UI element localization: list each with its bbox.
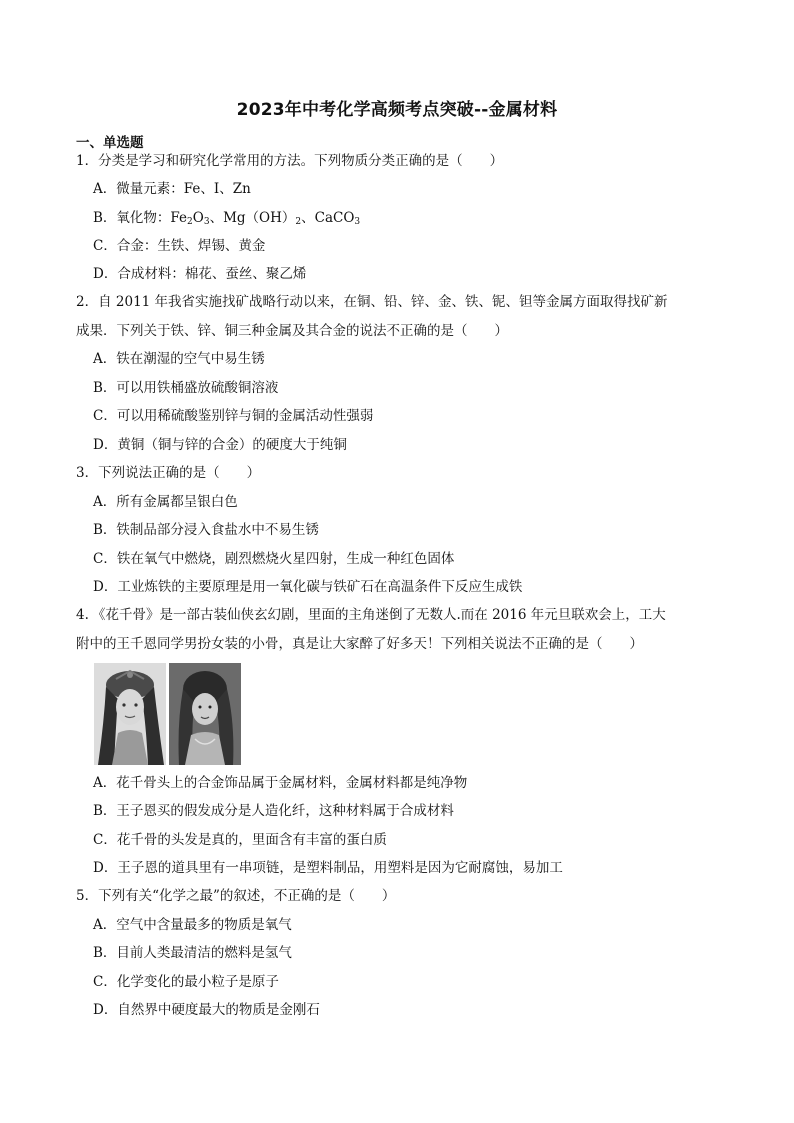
question-number: 2． [76, 294, 99, 310]
question-text: 分类是学习和研究化学常用的方法。下列物质分类正确的是（ ） [98, 153, 504, 169]
option-text: 可以用铁桶盛放硫酸铜溶液 [116, 380, 279, 396]
option-text: 所有金属都呈银白色 [116, 494, 238, 510]
subscript: 2 [295, 217, 302, 227]
question-3-option-b [93, 521, 319, 539]
option-text: 王子恩的道具里有一串项链，是塑料制品，用塑料是因为它耐腐蚀，易加工 [117, 860, 563, 876]
subscript: 2 [187, 217, 193, 227]
option-label: B． [93, 522, 117, 538]
question-2-stem [76, 293, 668, 311]
question-text: 下列有关“化学之最”的叙述，不正确的是（ ） [98, 888, 396, 904]
option-label: B． [93, 945, 117, 961]
option-label: C． [93, 974, 117, 990]
question-5-stem [76, 887, 395, 905]
question-5-option-a [93, 916, 292, 934]
option-text: 自然界中硬度最大的物质是金刚石 [117, 1002, 320, 1018]
question-4-option-a [93, 774, 467, 792]
question-4-stem-cont [76, 635, 643, 653]
question-1-option-c [93, 237, 265, 255]
option-label: D． [93, 860, 118, 876]
question-3-stem [76, 464, 260, 482]
question-3-option-d [93, 578, 522, 596]
subscript: 3 [354, 217, 361, 227]
option-label: B． [93, 803, 117, 819]
question-1-option-d [93, 265, 306, 283]
option-text: 铁在潮湿的空气中易生锈 [116, 351, 265, 367]
question-2-option-b [93, 379, 278, 397]
option-text: 铁在氧气中燃烧，剧烈燃烧火星四射，生成一种红色固体 [116, 551, 455, 567]
section-heading: 一、单选题 [76, 135, 144, 151]
option-text: 合成材料：棉花、蚕丝、聚乙烯 [117, 266, 307, 282]
option-text: 化学变化的最小粒子是原子 [116, 974, 279, 990]
option-label: C． [93, 238, 117, 254]
option-text: 目前人类最清洁的燃料是氢气 [116, 945, 292, 961]
option-label: C． [93, 551, 117, 567]
formula-part: 、Mg（OH） [209, 210, 296, 226]
option-text [116, 210, 360, 226]
option-label: D． [93, 266, 118, 282]
question-5-option-d [93, 1001, 320, 1019]
question-1-option-b [93, 209, 360, 227]
option-label: C． [93, 832, 117, 848]
question-1-stem [76, 152, 503, 170]
option-text: 合金：生铁、焊锡、黄金 [116, 238, 266, 254]
question-text: 成果．下列关于铁、锌、铜三种金属及其合金的说法不正确的是（ ） [76, 323, 508, 339]
formula-part: 、CaCO [301, 210, 355, 226]
option-label: D． [93, 579, 118, 595]
option-text: 工业炼铁的主要原理是用一氧化碳与铁矿石在高温条件下反应生成铁 [117, 579, 523, 595]
option-text: 空气中含量最多的物质是氧气 [116, 917, 292, 933]
question-number: 3． [76, 465, 99, 481]
question-4-photos [94, 663, 241, 765]
question-4-option-d [93, 859, 563, 877]
question-text: 《花千骨》是一部古装仙侠玄幻剧，里面的主角迷倒了无数人.而在 2016 年元旦联欢会上，工大 [92, 607, 666, 623]
student-costume-image [169, 663, 241, 765]
question-3-option-a [93, 493, 238, 511]
question-number: 4. [76, 607, 89, 623]
question-text: 自 2011 年我省实施找矿战略行动以来，在铜、铅、锌、金、铁、铌、钽等金属方面取得找矿新 [98, 294, 668, 310]
question-4-option-c [93, 831, 387, 849]
option-text: 可以用稀硫酸鉴别锌与铜的金属活动性强弱 [116, 408, 374, 424]
option-label: A． [93, 181, 117, 197]
option-label: A． [93, 917, 117, 933]
option-label: D． [93, 1002, 118, 1018]
question-1-option-a [93, 180, 251, 198]
formula-part: O [192, 210, 204, 226]
question-text: 下列说法正确的是（ ） [98, 465, 261, 481]
subscript: 3 [203, 217, 210, 227]
question-2-option-a [93, 350, 265, 368]
option-text: 花千骨头上的合金饰品属于金属材料，金属材料都是纯净物 [116, 775, 468, 791]
option-label: A． [93, 494, 117, 510]
question-2-option-d [93, 436, 347, 454]
option-text: 微量元素：Fe、I、Zn [116, 181, 251, 197]
option-label: A． [93, 351, 117, 367]
question-2-stem-cont [76, 322, 508, 340]
page-title: 2023年中考化学高频考点突破--金属材料 [236, 100, 558, 120]
option-text: 花千骨的头发是真的，里面含有丰富的蛋白质 [116, 832, 387, 848]
option-text: 铁制品部分浸入食盐水中不易生锈 [116, 522, 319, 538]
option-text: 王子恩买的假发成分是人造化纤，这种材料属于合成材料 [116, 803, 454, 819]
option-text: 黄铜（铜与锌的合金）的硬度大于纯铜 [117, 437, 347, 453]
option-label: B． [93, 380, 117, 396]
question-4-stem [76, 606, 666, 624]
question-2-option-c [93, 407, 373, 425]
formula-part: 氧化物：Fe [116, 210, 188, 226]
photo-left [94, 663, 166, 765]
option-label: C． [93, 408, 117, 424]
option-label: B． [93, 210, 117, 226]
costume-portrait-image [94, 663, 166, 765]
question-3-option-c [93, 550, 454, 568]
option-label: D． [93, 437, 118, 453]
question-text: 附中的王千恩同学男扮女装的小骨，真是让大家醉了好多天！下列相关说法不正确的是（ ） [76, 636, 643, 652]
question-number: 1． [76, 153, 99, 169]
question-number: 5． [76, 888, 99, 904]
question-5-option-b [93, 944, 292, 962]
option-label: A． [93, 775, 117, 791]
question-5-option-c [93, 973, 279, 991]
photo-right [169, 663, 241, 765]
question-4-option-b [93, 802, 454, 820]
